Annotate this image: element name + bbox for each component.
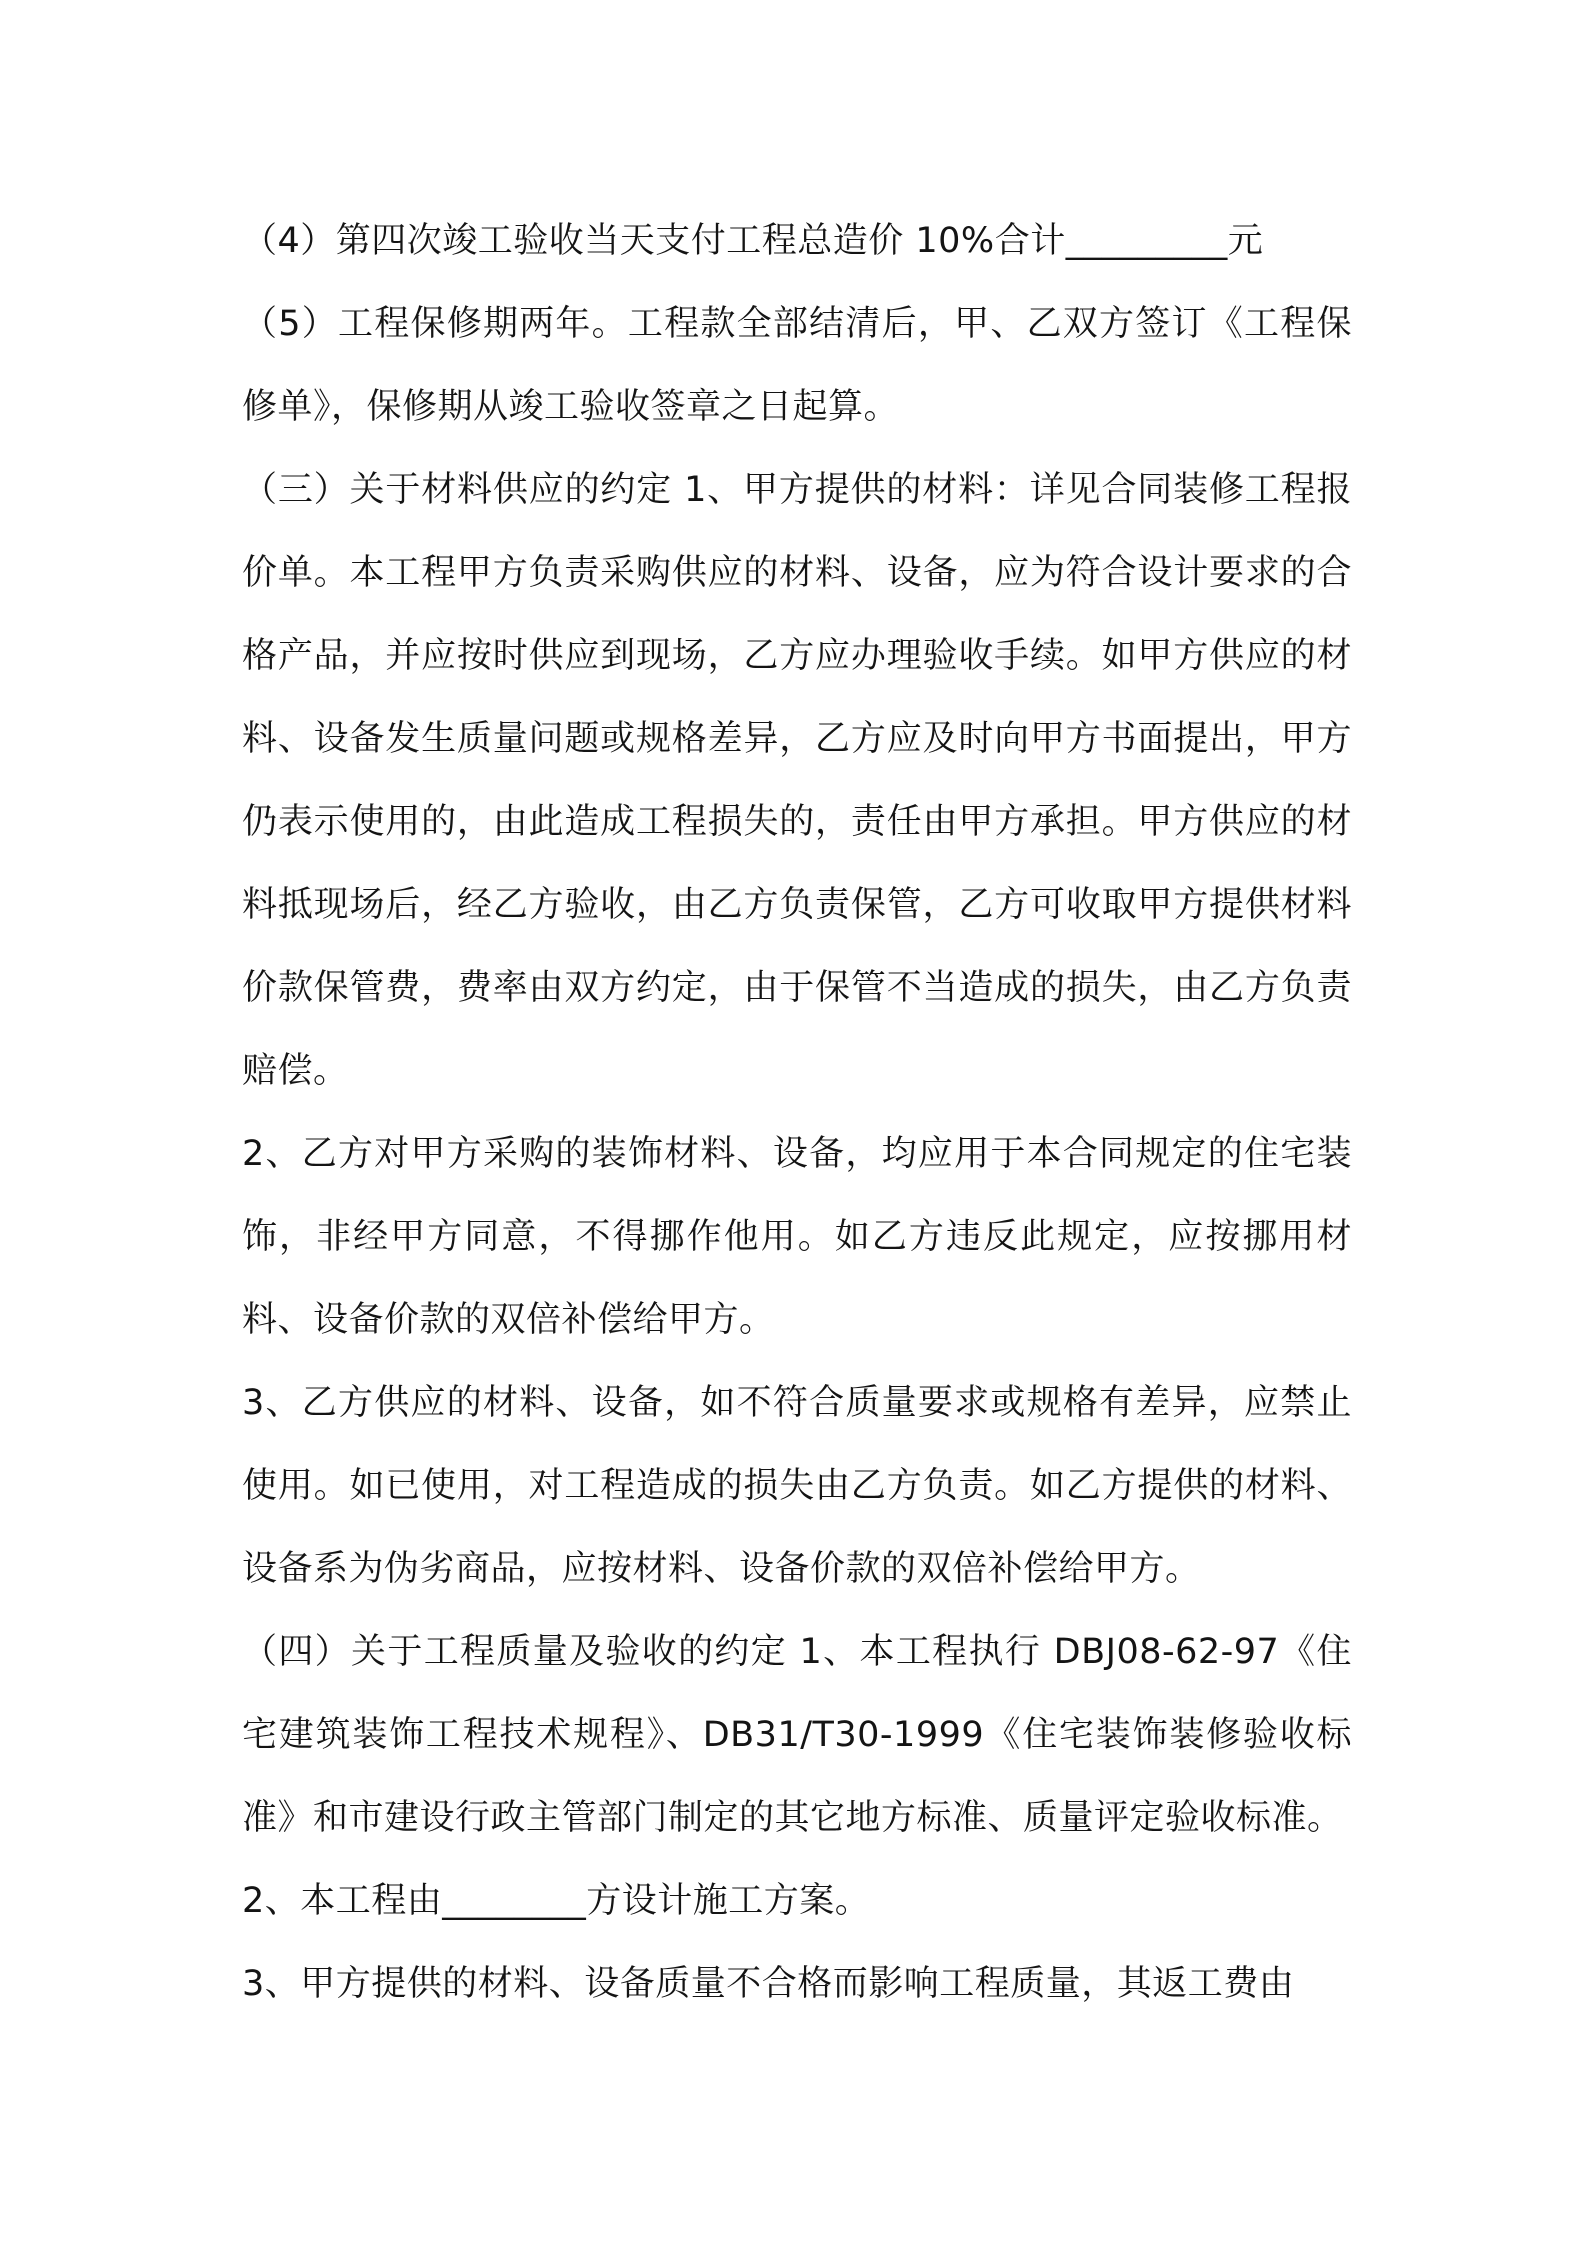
paragraph-warranty-5: （5）工程保修期两年。工程款全部结清后，甲、乙双方签订《工程保修单》，保修期从竣工验收签章之日起算。	[242, 304, 1352, 427]
paragraph-payment-4: （4）第四次竣工验收当天支付工程总造价 10%合计_________元	[242, 221, 1264, 261]
paragraph-material-3: 3、乙方供应的材料、设备，如不符合质量要求或规格有差异，应禁止使用。如已使用，对工程造成的损失由乙方负责。如乙方提供的材料、设备系为伪劣商品，应按材料、设备价款的双倍补偿给甲方。	[242, 1383, 1352, 1589]
paragraph-quality-acceptance: （四）关于工程质量及验收的约定 1、本工程执行 DBJ08-62-97《住宅建筑装饰工程技术规程》、DB31/T30-1999《住宅装饰装修验收标准》和市建设行政主管部门制定的其它地方标准、质量评定验收标准。	[242, 1632, 1352, 1838]
paragraph-quality-3: 3、甲方提供的材料、设备质量不合格而影响工程质量，其返工费由	[242, 1964, 1295, 2004]
paragraph-material-2: 2、乙方对甲方采购的装饰材料、设备，均应用于本合同规定的住宅装饰，非经甲方同意，不得挪作他用。如乙方违反此规定，应按挪用材料、设备价款的双倍补偿给甲方。	[242, 1134, 1352, 1340]
paragraph-material-supply: （三）关于材料供应的约定 1、甲方提供的材料：详见合同装修工程报价单。本工程甲方负责采购供应的材料、设备，应为符合设计要求的合格产品，并应按时供应到现场，乙方应办理验收手续。如甲方供应的材料、设备发生质量问题或规格差异，乙方应及时向甲方书面提出，甲方仍表示使用的，由此造成工程损失的，责任由甲方承担。甲方供应的材料抵现场后，经乙方验收，由乙方负责保管，乙方可收取甲方提供材料价款保管费，费率由双方约定，由于保管不当造成的损失，由乙方负责赔偿。	[242, 470, 1352, 1091]
contract-text-body	[242, 200, 1352, 2026]
paragraph-quality-2: 2、本工程由________方设计施工方案。	[242, 1881, 871, 1921]
